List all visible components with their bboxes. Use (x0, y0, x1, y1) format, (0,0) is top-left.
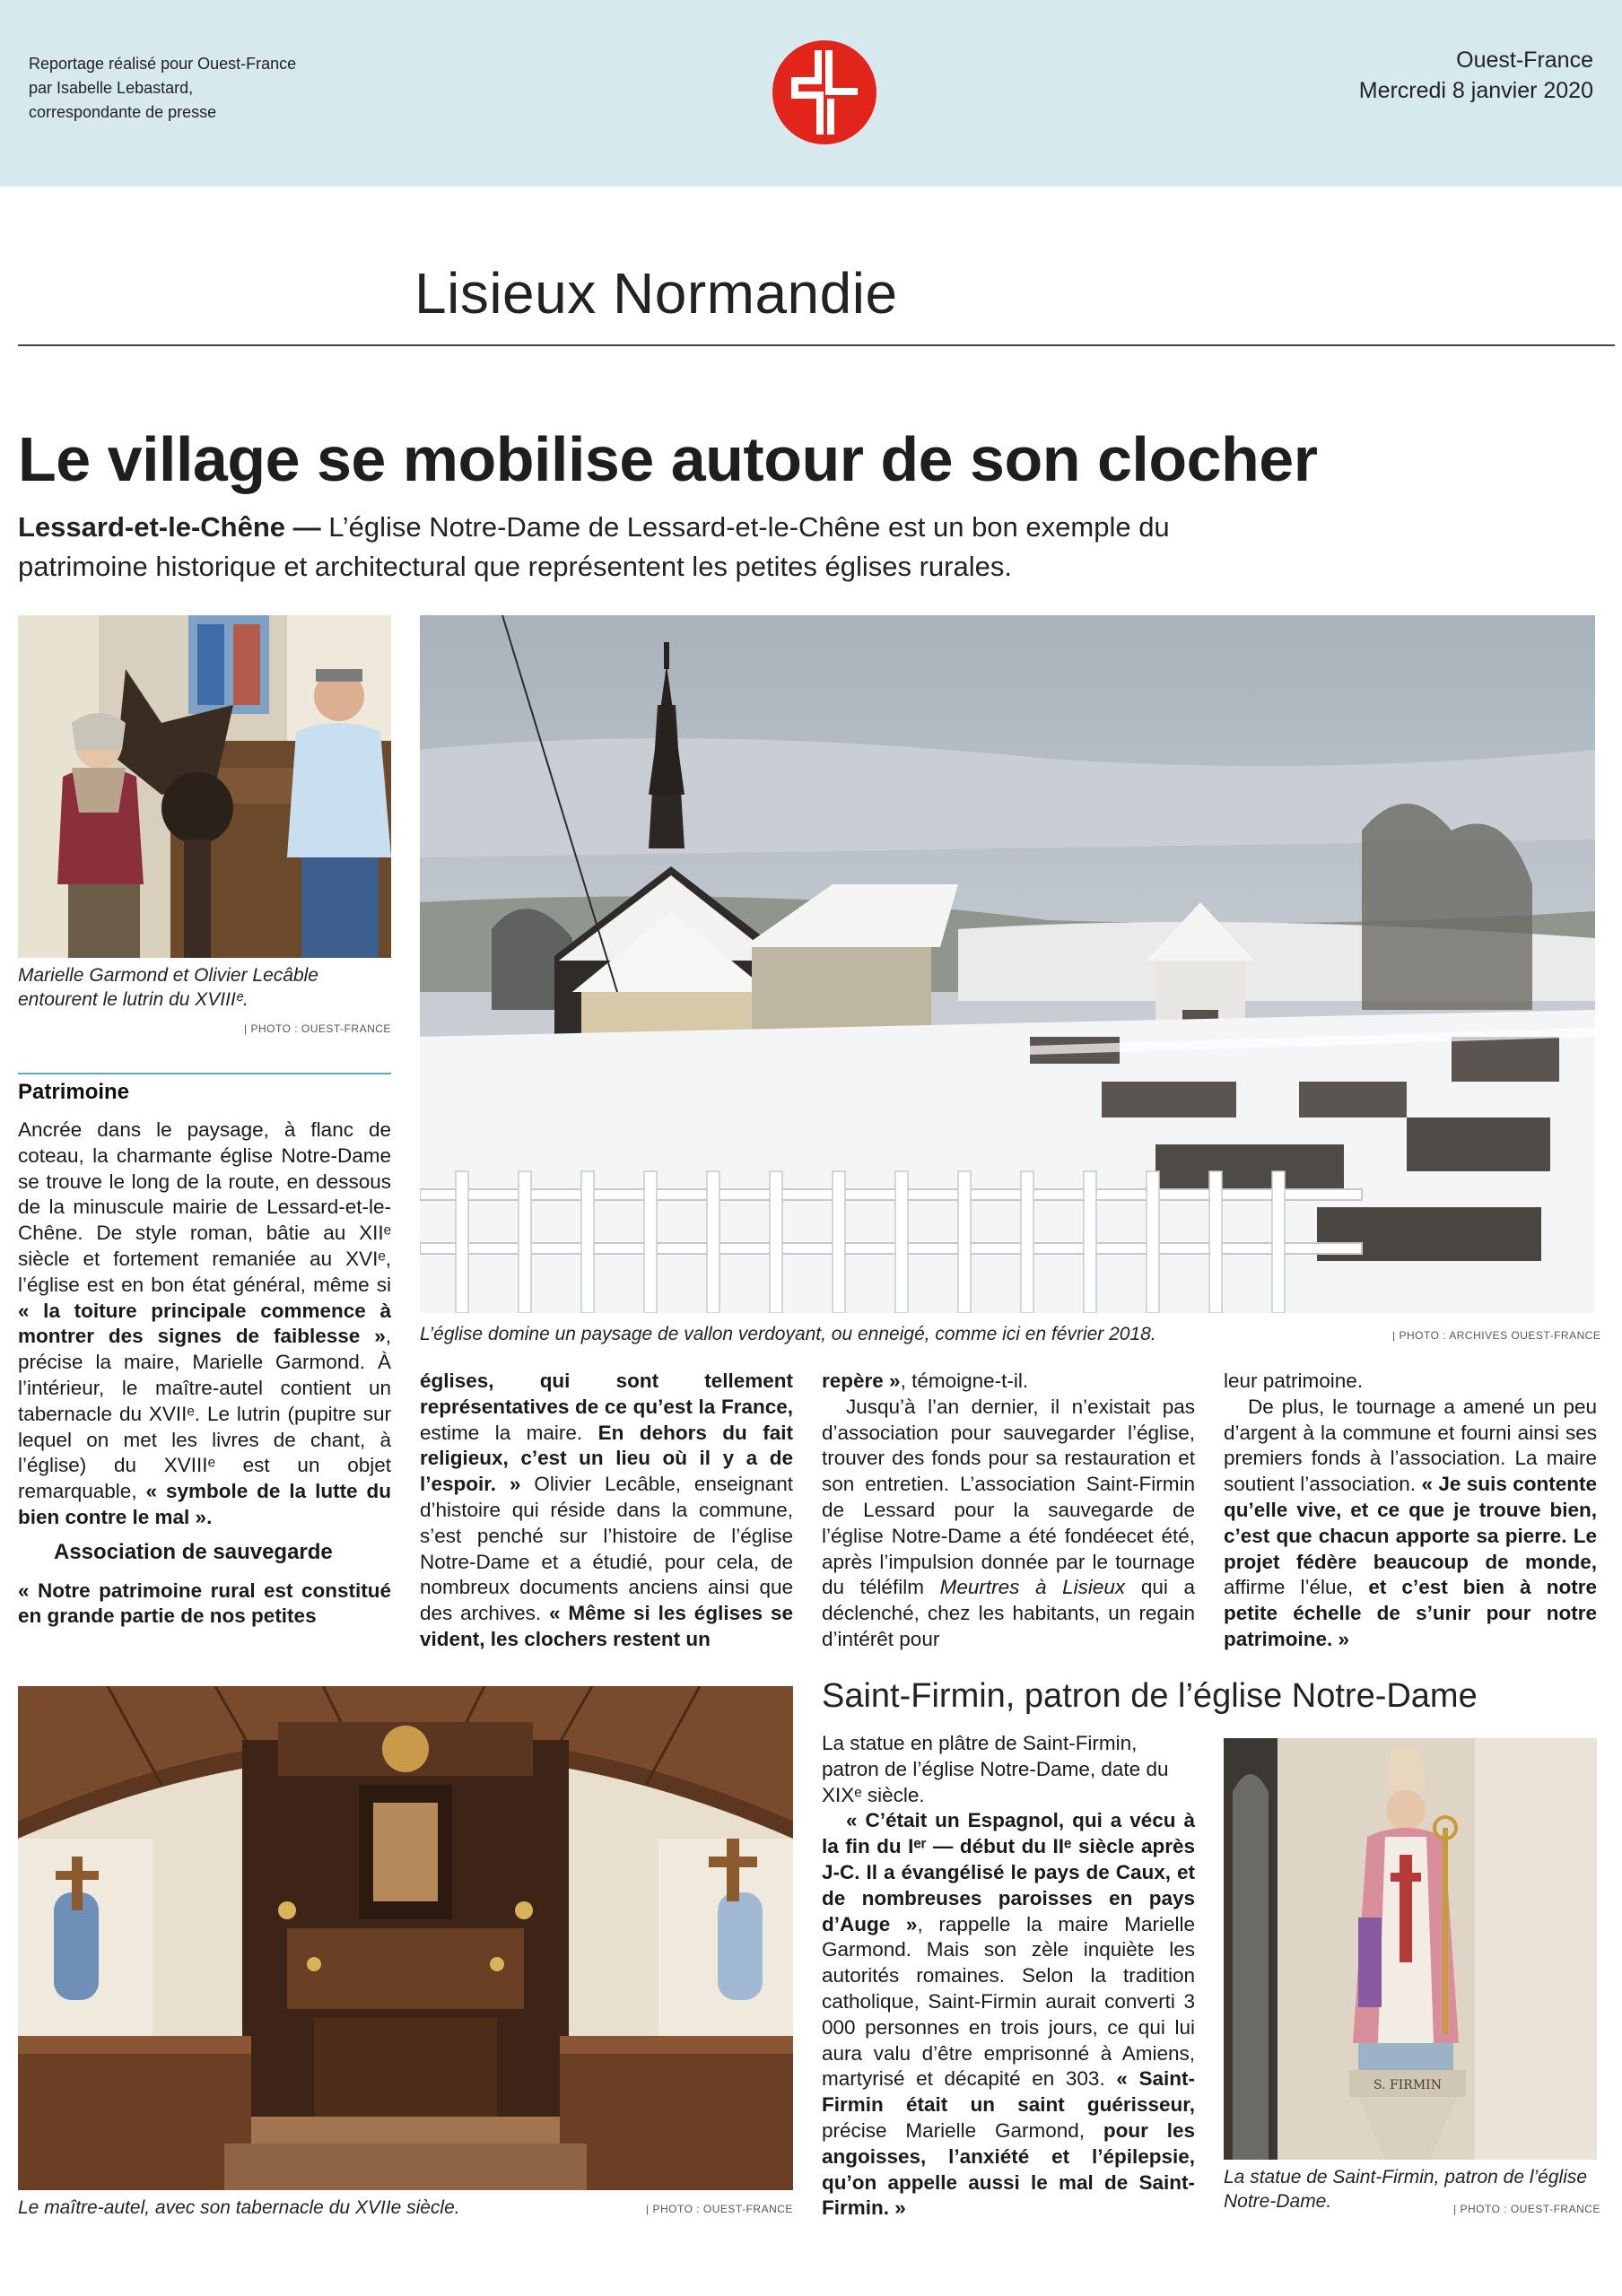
ouest-france-logo (772, 39, 877, 145)
photo-mayor-and-historian (18, 615, 391, 958)
photo-church-in-snow (420, 615, 1595, 1313)
dateline: Lessard-et-le-Chêne — (18, 511, 321, 543)
photo-credit: | PHOTO : OUEST-FRANCE (244, 1022, 391, 1035)
quote: repère » (822, 1370, 901, 1392)
photo-saint-firmin-statue (1224, 1738, 1597, 2160)
newspaper-name: Ouest-France (1456, 48, 1593, 73)
photo-caption: La statue de Saint-Firmin, patron de l’église Notre-Dame. (1224, 2167, 1588, 2212)
body-column-4 (1224, 1369, 1597, 1653)
body-column-3 (822, 1369, 1195, 1653)
paragraph: La statue en plâtre de Saint-Firmin, patron de l’église Notre-Dame, date du XIXᵉ siècle. (822, 1732, 1169, 1806)
lead-text: L’église Notre-Dame de Lessard-et-le-Chêne est un bon exemple du patrimoine historique et architectural que représentent les petites églises rurales. (18, 511, 1170, 582)
text-run: Ancrée dans le paysage, à flanc de coteau, la charmante église Notre-Dame se trouve le long de la route, en dessous de la minuscule mairie de Lessard-et-le-Chêne. De style roman, bâtie au XIIᵉ siècle et fortement remaniée au XVIᵉ, l’église est en bon état général, même si (18, 1118, 391, 1296)
text-run: , précise la maire, Marielle Garmond. À l’intérieur, le maître-autel contient un tabernacle du XVIIᵉ. Le lutrin (pupitre sur lequel on met les livres de chant, à l’église) du XVIIIᵉ est un objet remarquable, (18, 1325, 391, 1503)
quote: « la toiture principale commence à montrer des signes de faiblesse » (18, 1299, 391, 1348)
text-run: Olivier Lecâble, enseignant d’histoire qui réside dans la commune, s’est penché sur l’histoire de l’église Notre-Dame et a étudié, pour cela, de nombreux documents anciens ainsi que des archives. (420, 1473, 793, 1625)
paragraph (18, 1118, 391, 1531)
photo-caption: Le maître-autel, avec son tabernacle du XVIIe siècle. (18, 2197, 460, 2218)
credit-line: correspondante de presse (29, 103, 217, 121)
quote: « C’était un Espagnol, qui a vécu à la fin du Iᵉʳ — début du IIᵉ siècle après J-C. Il a évangélisé le pays de Caux, et de nombreuses paroisses en pays d’Auge » (822, 1809, 1195, 1935)
quote: « Saint-Firmin était un saint guérisseur, (822, 2067, 1195, 2117)
quote: églises, qui sont tellement représentatives de ce qu’est la France, (420, 1370, 793, 1418)
paragraph (1224, 1369, 1597, 1395)
masthead-band (0, 0, 1622, 187)
sidebar-title: Saint-Firmin, patron de l’église Notre-Dame (822, 1677, 1478, 1715)
text-run: , rappelle la maire Marielle Garmond. Mais son zèle inquiète les autorités romaines. Selon la tradition catholique, Saint-Firmin aurait converti 3 000 personnes en trois jours, ce qui lui aura valu d’être emprisonné à Amiens, martyrisé et décapité en 303. (822, 1912, 1195, 2091)
quote: « symbole de la lutte du bien contre le mal ». (18, 1480, 391, 1528)
article-lead (18, 508, 1274, 587)
paragraph (18, 1578, 391, 1631)
kicker-rule (18, 1073, 391, 1074)
film-title: Meurtres à Lisieux (939, 1576, 1126, 1599)
sidebar-text (822, 1731, 1195, 2222)
credit-line: par Isabelle Lebastard, (29, 79, 194, 97)
photo-caption: L’église domine un paysage de vallon verdoyant, ou enneigé, comme ici en février 2018. (420, 1324, 1156, 1344)
quote: « Je suis contente qu’elle vive, et ce que je trouve bien, c’est que chacun apporte sa pierre. Le projet fédère beaucoup de monde, (1224, 1473, 1598, 1573)
reporter-credit (29, 52, 296, 125)
text-run: De plus, le tournage a amené un peu d’argent à la commune et fourni ainsi ses premiers fonds à l’association. La maire soutient l’association. (1224, 1395, 1597, 1496)
paragraph (822, 1808, 1195, 2222)
quote: « Même si les églises se vident, les clochers restent un (420, 1602, 793, 1650)
section-kicker: Patrimoine (18, 1080, 130, 1104)
body-column-1 (18, 1118, 391, 1630)
photo-credit: | PHOTO : OUEST-FRANCE (646, 2203, 793, 2215)
photo-credit: | PHOTO : ARCHIVES OUEST-FRANCE (1392, 1329, 1601, 1342)
quote: pour les angoisses, l’anxiété et l’épilepsie, qu’on appelle aussi le mal de Saint-Firmin. » (822, 2118, 1195, 2220)
text-run: affirme l’élue, (1224, 1576, 1369, 1599)
text-run: leur patrimoine. (1224, 1370, 1364, 1392)
publication-info (1359, 45, 1593, 106)
paragraph (822, 1369, 1195, 1395)
photo-altar (18, 1686, 793, 2190)
paragraph (822, 1395, 1195, 1653)
text-run: Jusqu’à l’an dernier, il n’existait pas d’association pour sauvegarder l’église, trouver des fonds pour sa restauration et son entretien. L’association Saint-Firmin de Lessard pour la sauvegarde de l’église Notre-Dame a été fondéecet été, après l’impulsion donnée par le tournage du téléfilm (822, 1395, 1195, 1599)
text-run: qui a déclenché, chez les habitants, un regain d’intérêt pour (822, 1576, 1195, 1650)
section-title: Lisieux Normandie (414, 261, 898, 326)
paragraph (420, 1369, 793, 1653)
statue-plaque: S. FIRMIN (1373, 2078, 1442, 2092)
subheading: Association de sauvegarde (54, 1539, 333, 1564)
quote: « Notre patrimoine rural est constitué en grande partie de nos petites (18, 1578, 391, 1628)
text-run: précise Marielle Garmond, (822, 2118, 1103, 2142)
credit-line: Reportage réalisé pour Ouest-France (29, 55, 297, 73)
text-run: estime la maire. (420, 1421, 598, 1444)
section-divider (18, 344, 1615, 346)
paragraph (1224, 1395, 1597, 1653)
publication-date: Mercredi 8 janvier 2020 (1358, 78, 1593, 103)
body-column-2 (420, 1369, 793, 1653)
quote: et c’est bien à notre petite échelle de s’unir pour notre patrimoine. » (1224, 1576, 1597, 1650)
text-run: , témoigne-t-il. (900, 1370, 1029, 1392)
quote: En dehors du fait religieux, c’est un lieu où il y a de l’espoir. » (420, 1421, 793, 1496)
photo-caption: Marielle Garmond et Olivier Lecâble entourent le lutrin du XVIIIᵉ. (18, 965, 318, 1010)
photo-credit: | PHOTO : OUEST-FRANCE (1453, 2203, 1600, 2215)
article-headline: Le village se mobilise autour de son clocher (18, 424, 1318, 494)
